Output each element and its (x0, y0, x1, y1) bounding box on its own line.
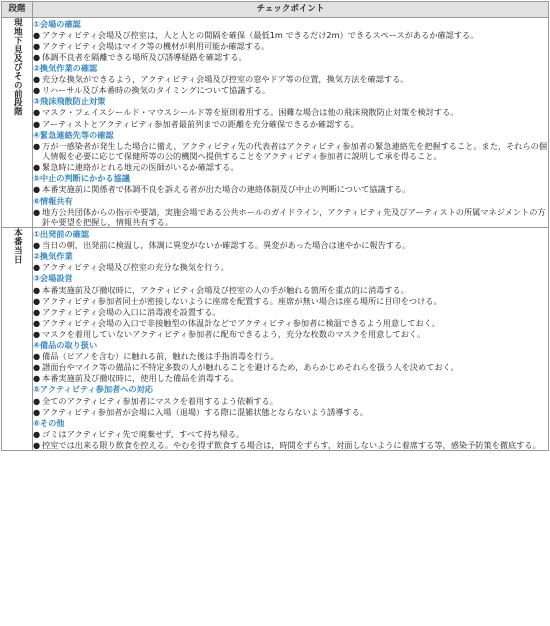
checkpoint-text: 備品（ピアノを含む）に触れる前，触れた後は手指消毒を行う。 (42, 351, 279, 362)
checkpoint-text: リハーサル及び本番時の換気のタイミングについて協議する。 (42, 85, 271, 96)
section-title: ⑥その他 (33, 417, 65, 428)
section-title: ⑤中止の判断にかかる協議 (33, 173, 130, 184)
bullet-icon: ● (33, 395, 41, 406)
checkpoint-text: マスクを着用していないアクティビティ参加者に配布できるよう，充分な枚数のマスクを用意しておく。 (42, 328, 426, 339)
checkpoint-item (33, 41, 548, 51)
checkpoint-text: 地方公共団体からの指示や要請，実施会場である公共ホールのガイドライン，アクティビティ先及びアーティストの所属マネジメントの方針や要望を把握し，情報共有する。 (42, 206, 546, 227)
checkpoint-item (33, 30, 548, 40)
checkpoint-item (33, 407, 548, 417)
section-title: ⑥情報共有 (33, 195, 73, 206)
bullet-icon: ● (33, 40, 41, 51)
phase-column-header: 段階 (2, 2, 33, 18)
bullet-icon: ● (33, 362, 41, 373)
checkpoint-item (33, 396, 548, 406)
checkpoint-text: アクティビティ会場及び控室は，人と人との間隔を確保（最低1m できるだけ2m）できるスペースがあるか確認する。 (42, 29, 479, 40)
checkpoint-text: アクティビティ会場及び控室の充分な換気を行う。 (42, 262, 229, 273)
bullet-icon: ● (33, 428, 41, 439)
checkpoint-item (33, 184, 548, 194)
checkpoint-item (33, 373, 548, 383)
checkpoint-item (33, 141, 548, 162)
phase-label: 本番当日 (12, 228, 23, 265)
section-title: ①会場の確認 (33, 18, 81, 29)
checkpoint-item (33, 307, 548, 317)
checkpoint-text: 控室では出来る限り飲食を控える。やむを得ず飲食する場合は，時間をずらす，対面しないように着席する等，感染予防策を徹底する。 (42, 439, 541, 450)
bullet-icon: ● (33, 74, 41, 85)
checkpoint-text: ゴミはアクティビティ先で廃棄せず，すべて持ち帰る。 (42, 428, 245, 439)
bullet-icon: ● (33, 439, 41, 450)
checkpoint-text: アクティビティ会場の入口で非接触型の体温計などでアクティビティ参加者に検温できるよう用意しておく。 (42, 317, 440, 328)
section-title: ④備品の取り扱い (33, 340, 98, 351)
bullet-icon: ● (33, 262, 41, 273)
checkpoint-item (33, 162, 548, 172)
bullet-icon: ● (33, 118, 41, 129)
checkpoint-item (33, 362, 548, 372)
bullet-icon: ● (33, 29, 41, 40)
section-title: ②換気作業の確認 (33, 63, 98, 74)
checkpoint-item (33, 207, 548, 228)
bullet-icon: ● (33, 284, 41, 295)
checkpoint-item (33, 429, 548, 439)
bullet-icon: ● (33, 306, 41, 317)
section-title: ①出発前の確認 (33, 229, 90, 240)
checkpoint-item (33, 296, 548, 306)
checkpoint-item (33, 240, 548, 250)
checkpoint-text: 本番実施前に関係者で体調不良を訴える者が出た場合の連絡体制及び中止の判断について協議する。 (42, 184, 411, 195)
bullet-icon: ● (33, 107, 41, 118)
checkpoint-item (33, 262, 548, 272)
checkpoint-item (33, 440, 548, 450)
checkpoint-text: 万が一感染者が発生した場合に備え，アクティビティ先の代表者はアクティビティ参加者の緊急連絡先を把握すること。また，それらの個人情報を必要に応じて保健所等の公的機関へ提供することをアクティビティ参加者に説明して承を得ること。 (42, 140, 548, 162)
checkpoint-item (33, 52, 548, 62)
checkpoint-item (33, 318, 548, 328)
checkpoint-cell (33, 228, 549, 451)
checkpoint-text: 譜面台やマイク等の備品に不特定多数の人が触れることを避けるため，あらかじめそれらを扱う人を決めておく。 (42, 362, 459, 373)
bullet-icon: ● (33, 85, 41, 96)
checklist-body (2, 18, 549, 451)
bullet-icon: ● (33, 373, 41, 384)
bullet-icon: ● (33, 51, 41, 62)
checkpoint-text: アクティビティ参加者同士が密接しないように座席を配置する。座席が無い場合は座る場所に目印をつける。 (42, 295, 442, 306)
bullet-icon: ● (33, 240, 41, 251)
bullet-icon: ● (33, 351, 41, 362)
checkpoint-text: 体調不良者を隔離できる場所及び誘導経路を確認する。 (42, 51, 247, 62)
checkpoint-text: アクティビティ会場はマイク等の機材が利用可能か確認する。 (42, 40, 270, 51)
checkpoint-cell (33, 18, 549, 228)
section-title: ②換気作業 (33, 251, 73, 262)
checkpoint-text: アーティストとアクティビティ参加者最前列までの距離を充分確保できるか確認する。 (42, 118, 359, 129)
checkpoint-item (33, 107, 548, 117)
phase-cell (2, 228, 33, 451)
bullet-icon: ● (33, 162, 41, 173)
phase-row (2, 228, 549, 451)
bullet-icon: ● (33, 328, 41, 339)
checkpoint-item (33, 119, 548, 129)
bullet-icon: ● (33, 317, 41, 328)
checklist-table (1, 1, 549, 451)
bullet-icon: ● (33, 184, 41, 195)
checkpoint-text: 当日の朝，出発前に検温し，体調に異変がないか確認する。異変があった場合は速やかに報告する。 (42, 240, 411, 251)
checkpoint-item (33, 74, 548, 84)
bullet-icon: ● (33, 140, 41, 151)
phase-label: 現地下見及びその前段階 (12, 18, 23, 116)
checkpoint-item (33, 85, 548, 95)
checkpoint-item (33, 329, 548, 339)
checkpoint-column-header: チェックポイント (33, 2, 549, 18)
header-row (2, 2, 549, 18)
section-title: ⑤アクティビティ参加者への対応 (33, 384, 153, 395)
phase-cell (2, 18, 33, 228)
phase-row (2, 18, 549, 228)
section-title: ③飛沫飛散防止対策 (33, 96, 106, 107)
checkpoint-text: 充分な換気ができるよう，アクティビティ会場及び控室の窓やドア等の位置，換気方法を確認する。 (42, 74, 409, 85)
checkpoint-item (33, 351, 548, 361)
checkpoint-text: アクティビティ会場の入口に消毒液を設置する。 (42, 306, 221, 317)
checkpoint-text: アクティビティ参加者が会場に入場（退場）する際に混雑状態とならないよう誘導する。 (42, 406, 368, 417)
checkpoint-text: 全てのアクティビティ参加者にマスクを着用するよう依頼する。 (42, 395, 278, 406)
checkpoint-text: 本番実施前及び撤収時に，使用した備品を消毒する。 (42, 373, 239, 384)
section-title: ③会場設営 (33, 273, 73, 284)
bullet-icon: ● (33, 206, 41, 217)
section-title: ④緊急連絡先等の確認 (33, 129, 114, 140)
bullet-icon: ● (33, 295, 41, 306)
checkpoint-text: マスク・フェイスシールド・マウスシールド等を原則着用する。困難な場合は他の飛沫飛散防止対策を検討する。 (42, 107, 459, 118)
checkpoint-item (33, 285, 548, 295)
bullet-icon: ● (33, 406, 41, 417)
checkpoint-text: 本番実施前及び撤収時に，アクティビティ会場及び控室の人の手が触れる箇所を重点的に消毒する。 (42, 284, 409, 295)
checkpoint-text: 緊急時に連絡がとれる地元の医師がいるか確認する。 (42, 162, 239, 173)
